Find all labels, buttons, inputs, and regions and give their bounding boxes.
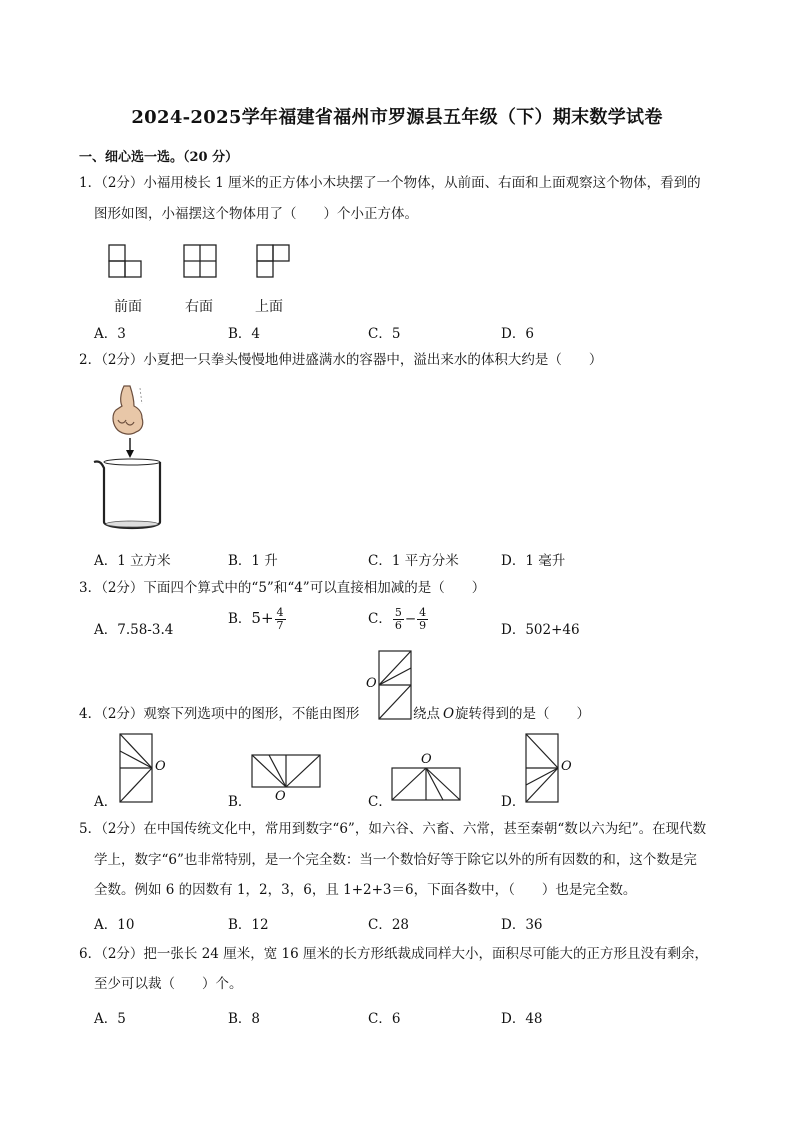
option-a[interactable]: A． (94, 794, 118, 810)
option-c-figure (391, 767, 461, 801)
option-c[interactable]: C． (368, 794, 392, 810)
option-d-figure (525, 733, 559, 803)
point-o-label: O (366, 676, 377, 691)
option-b[interactable]: B． (228, 794, 252, 810)
fraction: $\frac{4}{7}$ (276, 606, 284, 632)
top-view-figure (256, 244, 290, 278)
option-a[interactable]: A．5 (94, 1011, 126, 1027)
option-d[interactable]: D． (501, 794, 526, 810)
view-label: 上面 (255, 299, 283, 315)
right-view-figure (183, 244, 217, 278)
point-o-label: O (155, 759, 166, 774)
operator: − (404, 611, 417, 627)
view-label: 前面 (114, 299, 142, 315)
question-text: 至少可以裁（ ）个。 (94, 976, 243, 992)
option-c[interactable]: C．5 (368, 326, 401, 342)
option-a[interactable]: A．7.58-3.4 (94, 622, 174, 638)
question-text: 全数。例如 6 的因数有 1，2，3，6，且 1+2+3＝6，下面各数中，（ ）也是完全数。 (94, 882, 637, 898)
question-text: 5．（2分）在中国传统文化中，常用到数字“6”，如六谷、六畜、六常，甚至秦朝“数以六为纪”。在现代数 (79, 821, 707, 837)
front-view-figure (108, 244, 142, 278)
option-d[interactable]: D．6 (501, 326, 534, 342)
option-a-figure (119, 733, 153, 803)
question-text: 学上，数字“6”也非常特别，是一个完全数：当一个数恰好等于除它以外的所有因数的和，这个数是完 (94, 852, 697, 868)
option-b[interactable]: B．12 (228, 917, 269, 933)
point-o-label: O (275, 789, 286, 804)
question-text: 1．（2分）小福用棱长 1 厘米的正方体小木块摆了一个物体，从前面、右面和上面观察这个物体，看到的 (79, 175, 701, 191)
option-c[interactable] (368, 607, 429, 632)
question-text: 6．（2分）把一张长 24 厘米，宽 16 厘米的长方形纸裁成同样大小，面积尽可能大的正方形且没有剩余， (79, 946, 708, 962)
point-o-label: O (443, 706, 455, 722)
option-a[interactable]: A．3 (94, 326, 126, 342)
point-o-label: O (561, 759, 572, 774)
page-title: 2024-2025学年福建省福州市罗源县五年级（下）期末数学试卷 (131, 107, 663, 128)
option-a[interactable]: A．10 (94, 917, 135, 933)
question-text: 2．（2分）小夏把一只拳头慢慢地伸进盛满水的容器中，溢出来水的体积大约是（ ） (79, 352, 603, 368)
question-text: 旋转得到的是（ ） (455, 706, 590, 722)
option-d[interactable]: D．36 (501, 917, 543, 933)
integer-term: 5+ (251, 609, 274, 627)
question-text: 绕点 (413, 706, 440, 722)
question-text: 4．（2分）观察下列选项中的图形，不能由图形 (79, 706, 360, 722)
option-label: C． (368, 611, 392, 627)
option-c[interactable]: C．1 平方分米 (368, 553, 459, 569)
option-b[interactable] (228, 607, 287, 632)
option-b[interactable]: B．4 (228, 326, 261, 342)
option-d[interactable]: D．502+46 (501, 622, 580, 638)
fist-beaker-illustration (90, 384, 170, 534)
option-d[interactable]: D．48 (501, 1011, 543, 1027)
point-o-label: O (421, 752, 432, 767)
option-c[interactable]: C．28 (368, 917, 410, 933)
question-text: 3．（2分）下面四个算式中的“5”和“4”可以直接相加减的是（ ） (79, 580, 486, 596)
section-heading: 一、细心选一选。（20 分） (79, 150, 239, 165)
option-b-figure (251, 754, 321, 788)
option-c[interactable]: C．6 (368, 1011, 401, 1027)
option-b[interactable]: B．8 (228, 1011, 261, 1027)
question-text: 图形如图，小福摆这个物体用了（ ）个小正方体。 (94, 206, 418, 222)
option-d[interactable]: D．1 毫升 (501, 553, 566, 569)
reference-shape-figure (378, 650, 412, 720)
fraction: $\frac{4}{9}$ (419, 606, 427, 632)
option-b[interactable]: B．1 升 (228, 553, 278, 569)
option-a[interactable]: A．1 立方米 (94, 553, 171, 569)
view-label: 右面 (185, 299, 213, 315)
option-label: B． (228, 611, 252, 627)
fraction: $\frac{5}{6}$ (394, 606, 402, 632)
